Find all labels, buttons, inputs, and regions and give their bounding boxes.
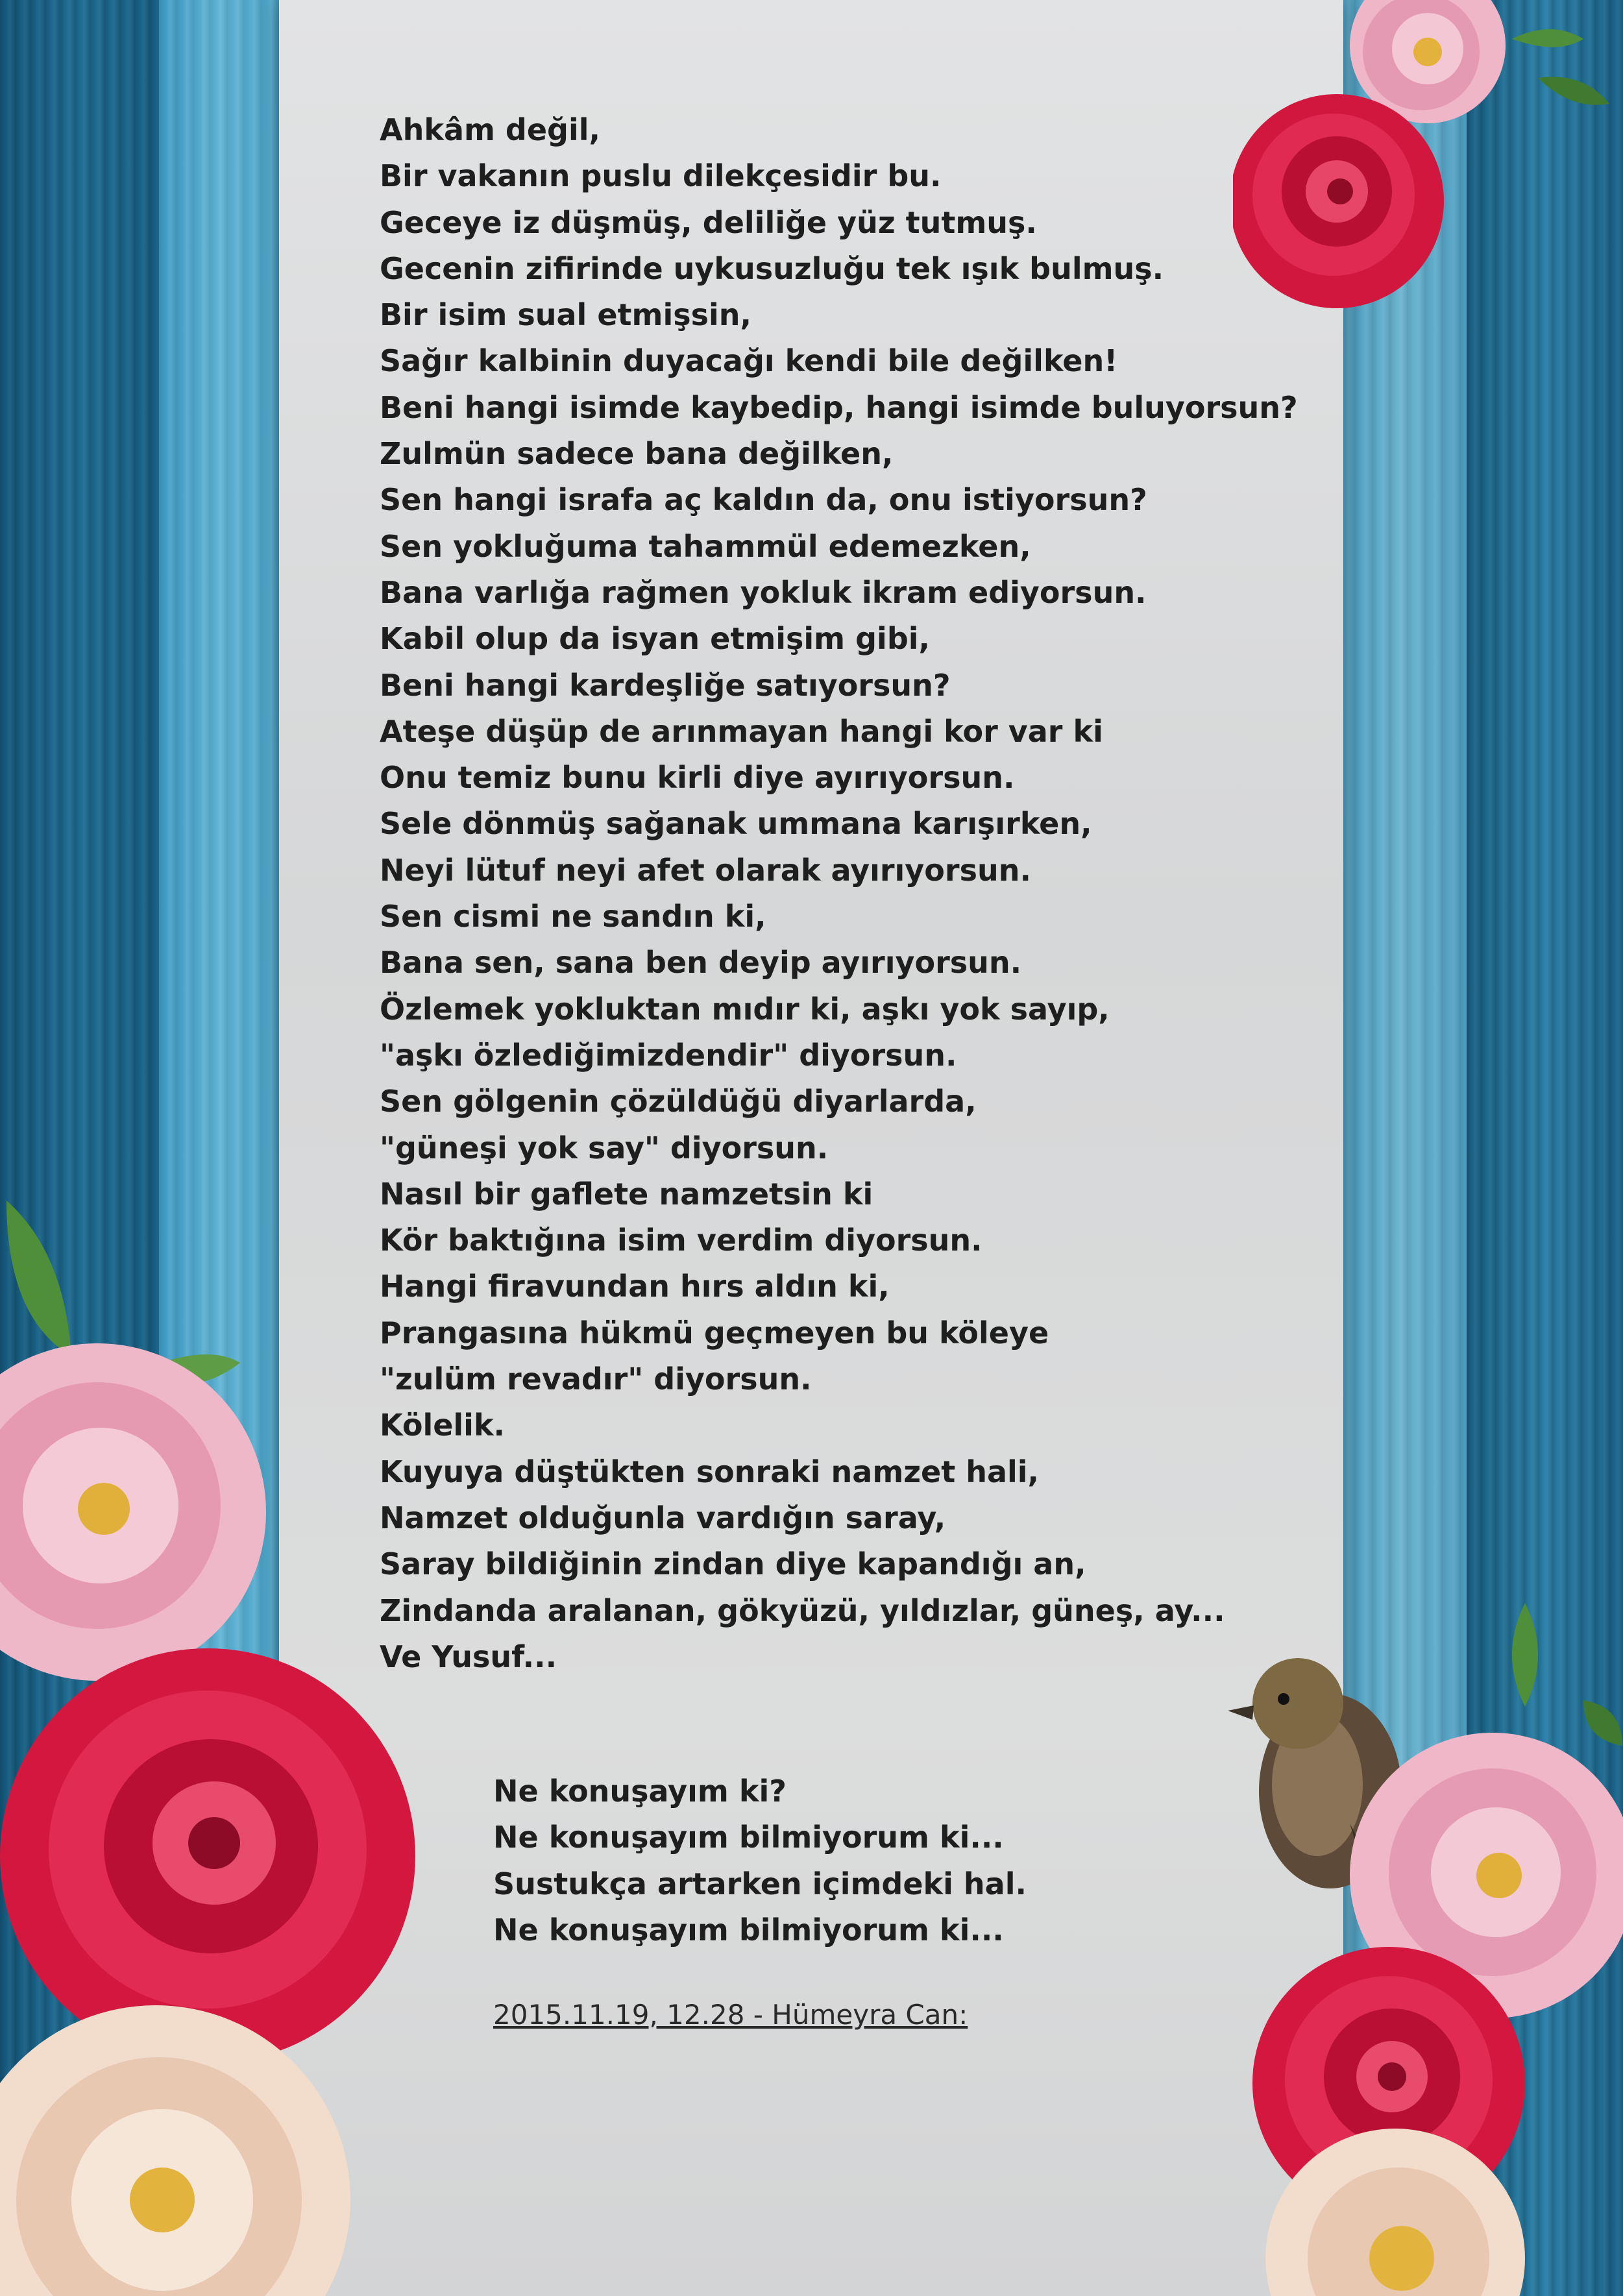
poem-line: Kör baktığına isim verdim diyorsun. — [380, 1223, 982, 1258]
poem-line: Nasıl bir gaflete namzetsin ki — [380, 1176, 873, 1212]
poem-line: Sele dönmüş sağanak ummana karışırken, — [380, 806, 1092, 842]
poem-line: Hangi firavundan hırs aldın ki, — [380, 1269, 890, 1304]
poem-line: Bir vakanın puslu dilekçesidir bu. — [380, 158, 942, 194]
poem-line: Bir isim sual etmişsin, — [380, 297, 751, 333]
poem-line: Onu temiz bunu kirli diye ayırıyorsun. — [380, 760, 1015, 796]
poem-line: Prangasına hükmü geçmeyen bu köleye — [380, 1315, 1049, 1350]
poem-line: Bana sen, sana ben deyip ayırıyorsun. — [380, 945, 1022, 981]
cream-rose-icon — [0, 2005, 350, 2296]
poem-line: Ateşe düşüp de arınmayan hangi kor var ki — [380, 713, 1103, 749]
poem-line: Ve Yusuf... — [380, 1639, 557, 1674]
poem-line: Kölelik. — [380, 1408, 506, 1443]
poem-line: "güneşi yok say" diyorsun. — [380, 1130, 829, 1166]
poem-line: "aşkı özlediğimizdendir" diyorsun. — [380, 1037, 957, 1073]
poem-line: "zulüm revadır" diyorsun. — [380, 1362, 812, 1397]
poem-line: Beni hangi isimde kaybedip, hangi isimde buluyorsun? — [380, 389, 1298, 425]
poem-line: Saray bildiğinin zindan diye kapandığı an, — [380, 1546, 1086, 1582]
poem-line: Geceye iz düşmüş, deliliğe yüz tutmuş. — [380, 204, 1037, 240]
coda-line: Ne konuşayım bilmiyorum ki... — [493, 1820, 1004, 1855]
poem-line: Sağır kalbinin duyacağı kendi bile değilken! — [380, 343, 1118, 379]
poem-body — [380, 107, 1327, 1680]
poem-line: Sen hangi israfa aç kaldın da, onu istiyorsun? — [380, 482, 1147, 518]
poem-line: Gecenin zifirinde uykusuzluğu tek ışık bulmuş. — [380, 250, 1164, 286]
poem-line: Özlemek yokluktan mıdır ki, aşkı yok sayıp, — [380, 991, 1110, 1027]
poem-line: Bana varlığa rağmen yokluk ikram ediyorsun. — [380, 574, 1147, 610]
poem-line: Zulmün sadece bana değilken, — [380, 436, 894, 472]
poem-coda — [493, 1768, 1272, 1953]
rose-bouquet-bottom-right-icon — [1220, 1590, 1623, 2296]
poem-line: Neyi lütuf neyi afet olarak ayırıyorsun. — [380, 852, 1031, 888]
poem-line: Ahkâm değil, — [380, 112, 600, 147]
poem-line: Sen cismi ne sandın ki, — [380, 899, 766, 934]
poem-line: Kabil olup da isyan etmişim gibi, — [380, 621, 930, 657]
poem-line: Zindanda aralanan, gökyüzü, yıldızlar, güneş, ay... — [380, 1593, 1225, 1628]
poem-line: Sen gölgenin çözüldüğü diyarlarda, — [380, 1084, 977, 1119]
coda-line: Ne konuşayım ki? — [493, 1774, 787, 1809]
pink-rose-icon — [0, 1343, 266, 1681]
coda-line: Ne konuşayım bilmiyorum ki... — [493, 1912, 1004, 1948]
poem-line: Namzet olduğunla vardığın saray, — [380, 1500, 946, 1535]
red-rose-icon — [0, 1648, 415, 2064]
coda-line: Sustukça artarken içimdeki hal. — [493, 1866, 1027, 1901]
poem-line: Sen yokluğuma tahammül edemezken, — [380, 528, 1031, 564]
poem-line: Beni hangi kardeşliğe satıyorsun? — [380, 667, 951, 703]
signature-date-author: 2015.11.19, 12.28 - Hümeyra Can: — [493, 1999, 968, 2031]
poem-line: Kuyuya düştükten sonraki namzet hali, — [380, 1454, 1040, 1489]
